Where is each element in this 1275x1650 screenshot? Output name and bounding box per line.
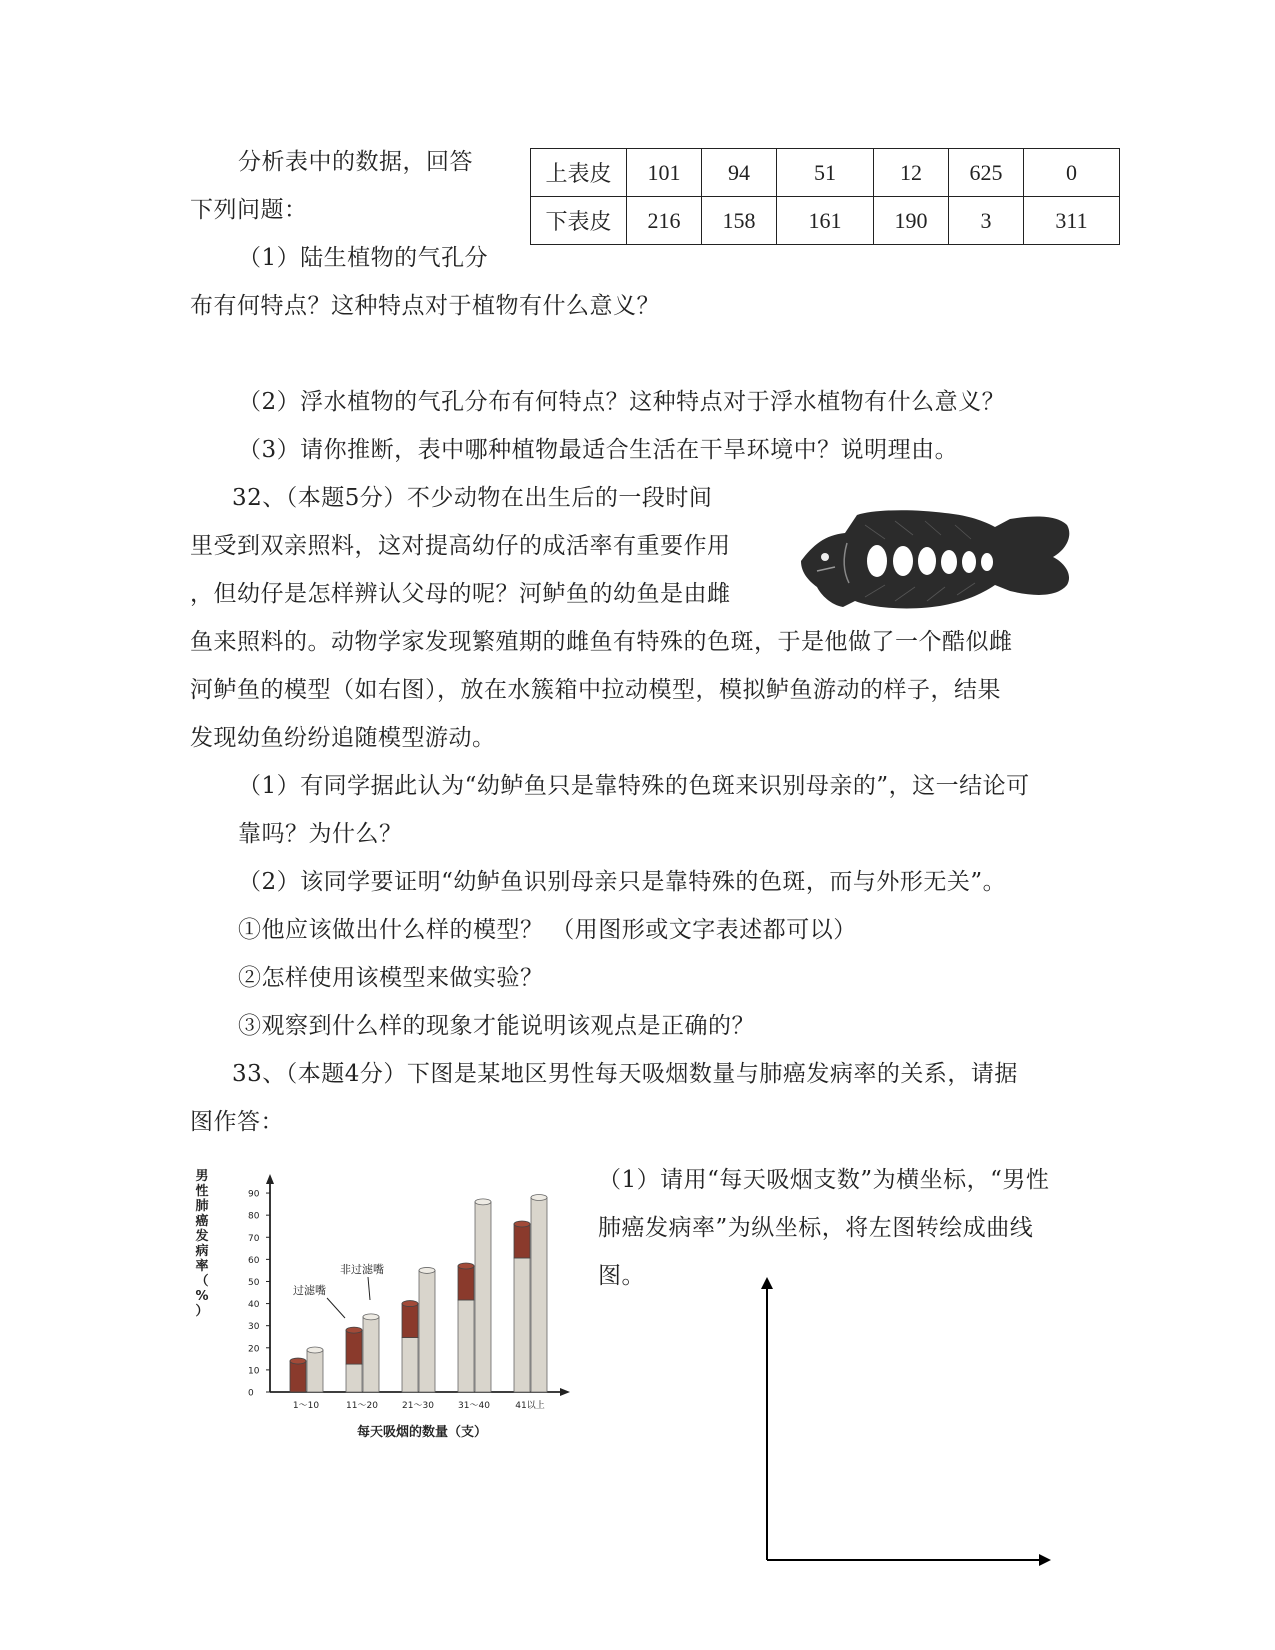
y-label-char: 病 — [195, 1244, 209, 1259]
x-axis-label: 每天吸烟的数量（支） — [356, 1425, 488, 1440]
bar-filter-base — [458, 1300, 474, 1392]
bar-nonfilter-cap — [475, 1199, 491, 1205]
q31-part1-a: （1）陆生植物的气孔分 — [238, 245, 489, 271]
bar-nonfilter-cap — [419, 1267, 435, 1273]
bar-filter-cap — [514, 1221, 530, 1227]
row-label: 下表皮 — [531, 197, 627, 245]
x-tick-label: 21～30 — [402, 1401, 434, 1411]
bar-filter-cap — [458, 1263, 474, 1269]
table-cell: 625 — [949, 149, 1024, 197]
q32-line-4: 鱼来照料的。动物学家发现繁殖期的雌鱼有特殊的色斑，于是他做了一个酷似雌 — [190, 629, 1013, 655]
fish-eye — [821, 553, 829, 561]
y-axis-label — [194, 1169, 208, 1319]
series-label-filter: 过滤嘴 — [293, 1284, 326, 1297]
y-label-char: 男 — [195, 1169, 209, 1184]
filter-leader-line — [327, 1298, 345, 1318]
y-tick-label: 90 — [248, 1189, 260, 1200]
q32-line-5: 河鲈鱼的模型（如右图），放在水簇箱中拉动模型，模拟鲈鱼游动的样子，结果 — [190, 677, 1001, 703]
bar-nonfilter — [531, 1197, 547, 1392]
q33-sub1-c: 图。 — [598, 1263, 645, 1289]
q32-choice-2: ②怎样使用该模型来做实验？ — [238, 965, 544, 991]
q32-line-6: 发现幼鱼纷纷追随模型游动。 — [190, 725, 496, 751]
bar-filter — [458, 1266, 474, 1300]
table-cell: 216 — [627, 197, 702, 245]
y-tick-label: 0 — [248, 1388, 254, 1399]
answer-y-arrow — [761, 1277, 773, 1289]
q32-line-2: 里受到双亲照料，这对提高幼仔的成活率有重要作用 — [190, 533, 731, 559]
y-label-char: 癌 — [195, 1214, 209, 1229]
y-tick-label: 50 — [248, 1277, 260, 1288]
table-cell: 94 — [702, 149, 777, 197]
bar-filter-base — [514, 1258, 530, 1392]
table-cell: 161 — [777, 197, 874, 245]
nonfilter-leader-line — [368, 1277, 370, 1300]
y-label-char: 率 — [195, 1259, 209, 1274]
y-tick-label: 10 — [248, 1366, 260, 1377]
y-axis-arrow — [266, 1174, 274, 1184]
intro-line-2: 下列问题： — [190, 197, 308, 223]
q33-line-1: 33、（本题4分）下图是某地区男性每天吸烟数量与肺癌发病率的关系，请据 — [232, 1061, 1018, 1087]
y-tick-label: 30 — [248, 1322, 260, 1333]
bar-filter-base — [346, 1364, 362, 1392]
row-label: 上表皮 — [531, 149, 627, 197]
answer-x-arrow — [1039, 1554, 1051, 1566]
x-tick-label: 31～40 — [458, 1401, 490, 1411]
bar-filter — [346, 1330, 362, 1364]
q32-choice-1: ①他应该做出什么样的模型？ （用图形或文字表述都可以） — [238, 917, 857, 943]
y-tick-label: 70 — [248, 1233, 260, 1244]
bar-nonfilter — [363, 1317, 379, 1392]
bar-filter-cap — [402, 1301, 418, 1307]
y-axis-ticks — [248, 1190, 270, 1399]
x-axis-arrow — [560, 1388, 570, 1396]
x-tick-label: 41以上 — [515, 1401, 545, 1411]
q33-sub1-b: 肺癌发病率”为纵坐标，将左图转绘成曲线 — [598, 1215, 1034, 1241]
q31-part2: （2）浮水植物的气孔分布有何特点？这种特点对于浮水植物有什么意义？ — [238, 389, 1006, 415]
y-label-char: ） — [195, 1304, 209, 1319]
table-row — [531, 149, 1120, 197]
table-cell: 3 — [949, 197, 1024, 245]
table-cell: 190 — [874, 197, 949, 245]
bar-nonfilter-cap — [531, 1194, 547, 1200]
q32-line-1: 32、（本题5分）不少动物在出生后的一段时间 — [232, 485, 713, 511]
bar-nonfilter-cap — [307, 1347, 323, 1353]
x-tick-label: 1～10 — [292, 1401, 320, 1411]
q32-sub2: （2）该同学要证明“幼鲈鱼识别母亲只是靠特殊的色斑，而与外形无关”。 — [238, 869, 1007, 895]
table-row — [531, 197, 1120, 245]
y-label-char: % — [195, 1289, 209, 1304]
y-tick-label: 40 — [248, 1300, 260, 1311]
table-cell: 101 — [627, 149, 702, 197]
stomata-table — [530, 148, 1120, 245]
table-cell: 0 — [1024, 149, 1120, 197]
q32-choice-3: ③观察到什么样的现象才能说明该观点是正确的？ — [238, 1013, 755, 1039]
y-tick-label: 80 — [248, 1211, 260, 1222]
lung-cancer-bar-chart — [190, 1160, 575, 1450]
bar-filter-cap — [290, 1358, 306, 1364]
table-cell: 51 — [777, 149, 874, 197]
intro-line-1: 分析表中的数据，回答 — [238, 149, 473, 175]
bar-nonfilter — [307, 1350, 323, 1392]
y-tick-label: 60 — [248, 1255, 260, 1266]
q32-sub1-a: （1）有同学据此认为“幼鲈鱼只是靠特殊的色斑来识别母亲的”，这一结论可 — [238, 773, 1030, 799]
q33-sub1-a: （1）请用“每天吸烟支数”为横坐标，“男性 — [598, 1167, 1050, 1193]
table-cell: 12 — [874, 149, 949, 197]
bar-filter-base — [402, 1338, 418, 1392]
bar-nonfilter — [475, 1202, 491, 1392]
y-label-char: 性 — [195, 1184, 209, 1199]
y-label-char: 肺 — [195, 1199, 209, 1214]
bar-filter — [290, 1361, 306, 1392]
q31-part1-b: 布有何特点？这种特点对于植物有什么意义？ — [190, 293, 660, 319]
x-tick-label: 11～20 — [346, 1401, 378, 1411]
q32-sub1-b: 靠吗？为什么？ — [238, 821, 403, 847]
y-label-char: 发 — [195, 1229, 209, 1244]
bar-filter — [402, 1304, 418, 1338]
series-label-nonfilter: 非过滤嘴 — [340, 1263, 384, 1276]
q33-line-2: 图作答： — [190, 1109, 284, 1135]
y-label-char: （ — [195, 1274, 209, 1289]
table-cell: 158 — [702, 197, 777, 245]
bar-filter — [514, 1224, 530, 1258]
q32-line-3: ，但幼仔是怎样辨认父母的呢？河鲈鱼的幼鱼是由雌 — [190, 581, 731, 607]
table-cell: 311 — [1024, 197, 1120, 245]
bar-nonfilter-cap — [363, 1314, 379, 1320]
bar-filter-cap — [346, 1327, 362, 1333]
q31-part3: （3）请你推断，表中哪种植物最适合生活在干旱环境中？说明理由。 — [238, 437, 959, 463]
y-tick-label: 20 — [248, 1344, 260, 1355]
answer-axes — [745, 1275, 1055, 1575]
fish-model-image — [795, 505, 1073, 615]
bar-nonfilter — [419, 1270, 435, 1392]
